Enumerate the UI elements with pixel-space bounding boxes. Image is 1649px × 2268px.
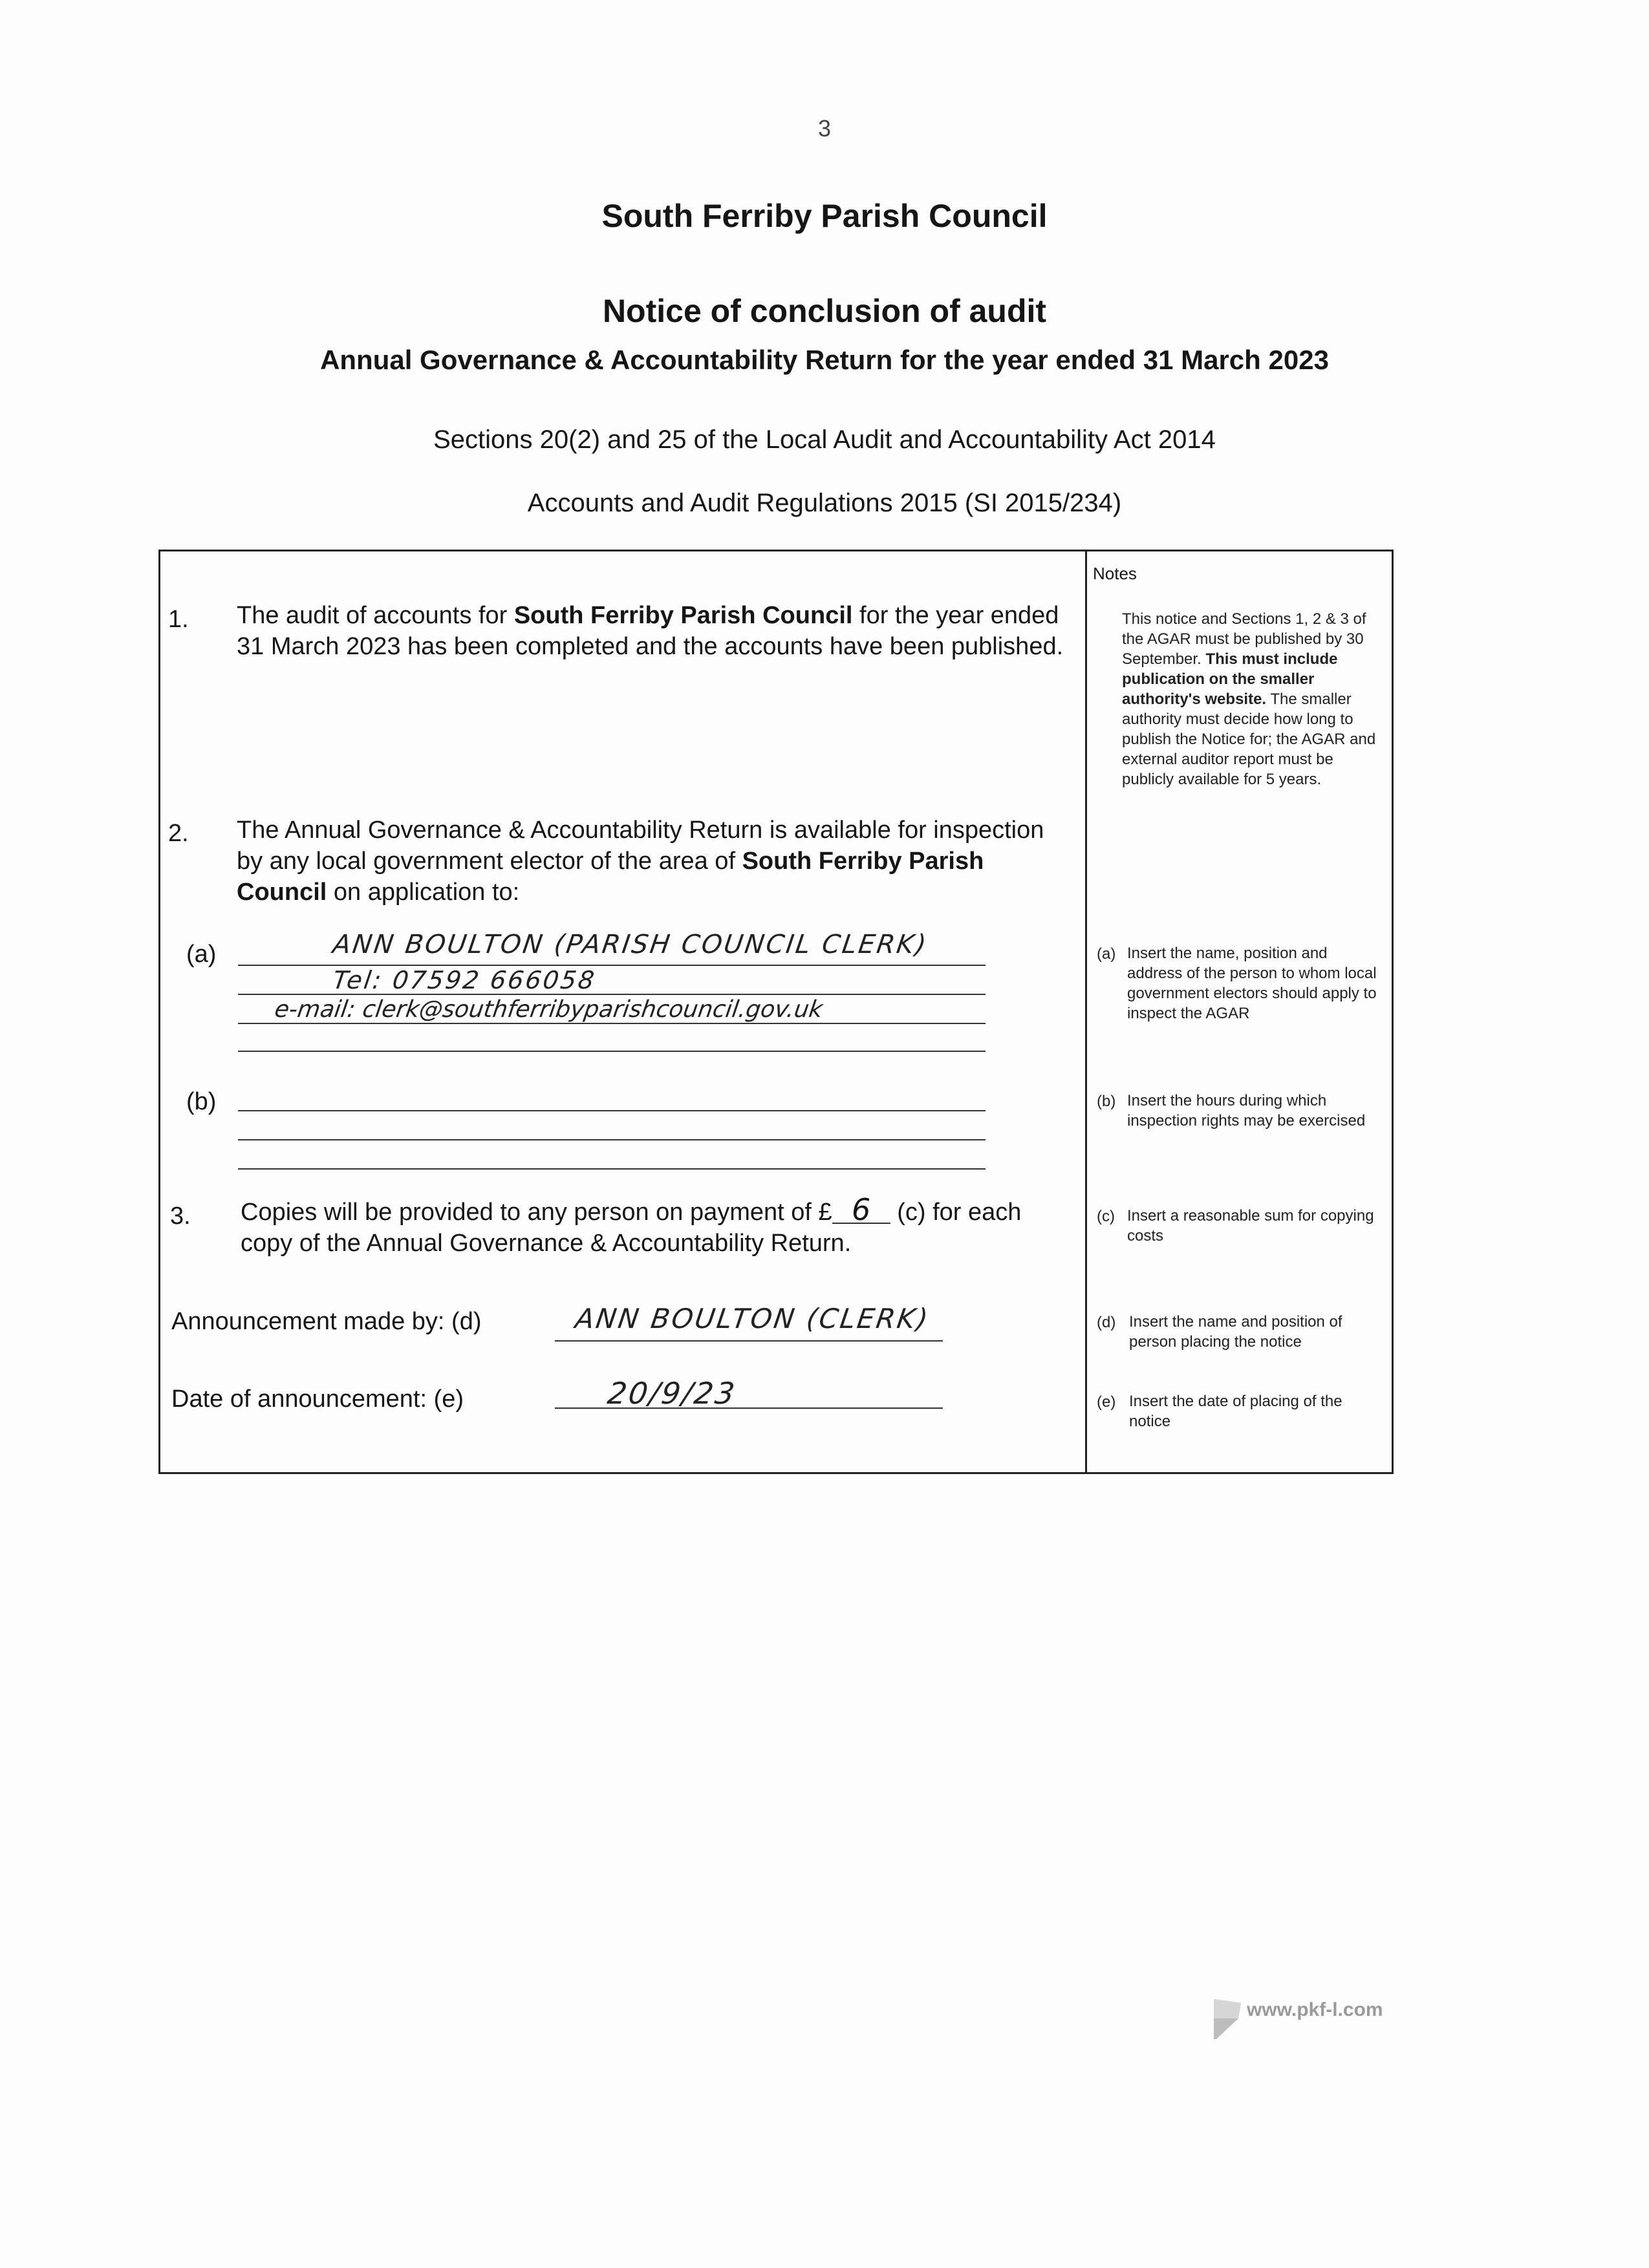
field-b-line-3: [238, 1168, 986, 1170]
note-c-label: (c): [1097, 1208, 1115, 1225]
note-a-text: Insert the name, position and address of the person to whom local government electors should apply to inspect the AGAR: [1127, 945, 1377, 1022]
section-3-text-before: Copies will be provided to any person on payment of £: [241, 1199, 832, 1226]
notes-intro-part-1: This notice and Sections 1, 2 & 3 of the AGAR must be published by 30 September.: [1122, 610, 1366, 668]
section-2-text-before: The Annual Governance & Accountability Return is available for inspection by any local government elector of the area of: [237, 817, 1044, 875]
note-a-label: (a): [1097, 945, 1116, 963]
field-b-label: (b): [186, 1088, 217, 1115]
note-b-label: (b): [1097, 1093, 1116, 1110]
section-1-text: [237, 600, 1071, 662]
section-2-text-after: on application to:: [327, 879, 520, 906]
field-a-line-4: [238, 1051, 986, 1052]
field-a-line-3: [238, 1023, 986, 1024]
legal-line-act: Sections 20(2) and 25 of the Local Audit and Accountability Act 2014: [433, 425, 1216, 454]
section-2-text: [237, 815, 1071, 908]
note-d-label: (d): [1097, 1314, 1116, 1331]
section-1-text-after: for the year ended 31 March 2023 has been completed and the accounts have been published.: [237, 602, 1064, 660]
section-1-number: 1.: [168, 606, 189, 633]
note-c-text: Insert a reasonable sum for copying costs: [1127, 1207, 1374, 1245]
pkf-logo-icon: [1212, 1999, 1242, 2039]
notes-intro: [1122, 609, 1381, 789]
section-1-text-before: The audit of accounts for: [237, 602, 514, 629]
note-e-label: (e): [1097, 1393, 1116, 1411]
notes-column-divider: [1085, 550, 1087, 1474]
notes-intro-part-2: The smaller authority must decide how long to publish the Notice for; the AGAR and external auditor report must be publicly available for 5 years.: [1122, 690, 1376, 788]
notice-title: Notice of conclusion of audit: [602, 293, 1047, 329]
legal-line-regulations: Accounts and Audit Regulations 2015 (SI 2015/234): [527, 489, 1122, 517]
field-b-line-2: [238, 1139, 986, 1140]
announcement-made-by-line: [555, 1340, 943, 1342]
page-number: 3: [817, 115, 832, 142]
note-e-text: Insert the date of placing of the notice: [1129, 1393, 1342, 1430]
section-2-number: 2.: [168, 820, 189, 847]
council-title: South Ferriby Parish Council: [601, 198, 1048, 234]
field-b-line-1: [238, 1110, 986, 1111]
notes-heading: Notes: [1093, 564, 1137, 583]
note-b-text: Insert the hours during which inspection rights may be exercised: [1127, 1092, 1366, 1129]
section-2-council-name: South Ferriby Parish Council: [237, 848, 984, 906]
date-of-announcement-label: Date of announcement: (e): [171, 1385, 464, 1413]
note-d-text: Insert the name and position of person placing the notice: [1129, 1313, 1342, 1351]
agar-title: Annual Governance & Accountability Return for the year ended 31 March 2023: [320, 345, 1329, 375]
announcement-made-by-label: Announcement made by: (d): [171, 1308, 482, 1335]
announcement-made-by-value: ANN BOULTON (CLERK): [573, 1303, 932, 1334]
footer-url: www.pkf-l.com: [1247, 1999, 1383, 2020]
section-1-council-name: South Ferriby Parish Council: [513, 602, 853, 629]
field-a-label: (a): [186, 941, 217, 968]
section-3-text: [241, 1192, 1075, 1259]
date-of-announcement-value: 20/9/23: [605, 1376, 739, 1411]
notes-intro-bold: This must include publication on the smaller authority's website.: [1122, 650, 1338, 708]
field-a-handwritten-phone: Tel: 07592 666058: [330, 966, 598, 994]
section-3-text-after: (c) for each copy of the Annual Governance & Accountability Return.: [241, 1199, 1022, 1257]
field-a-handwritten-name: ANN BOULTON (PARISH COUNCIL CLERK): [330, 930, 930, 959]
copy-fee-amount: 6: [832, 1197, 890, 1224]
field-a-handwritten-email: e-mail: clerk@southferribyparishcouncil.gov.uk: [273, 996, 824, 1023]
section-3-number: 3.: [170, 1203, 191, 1230]
